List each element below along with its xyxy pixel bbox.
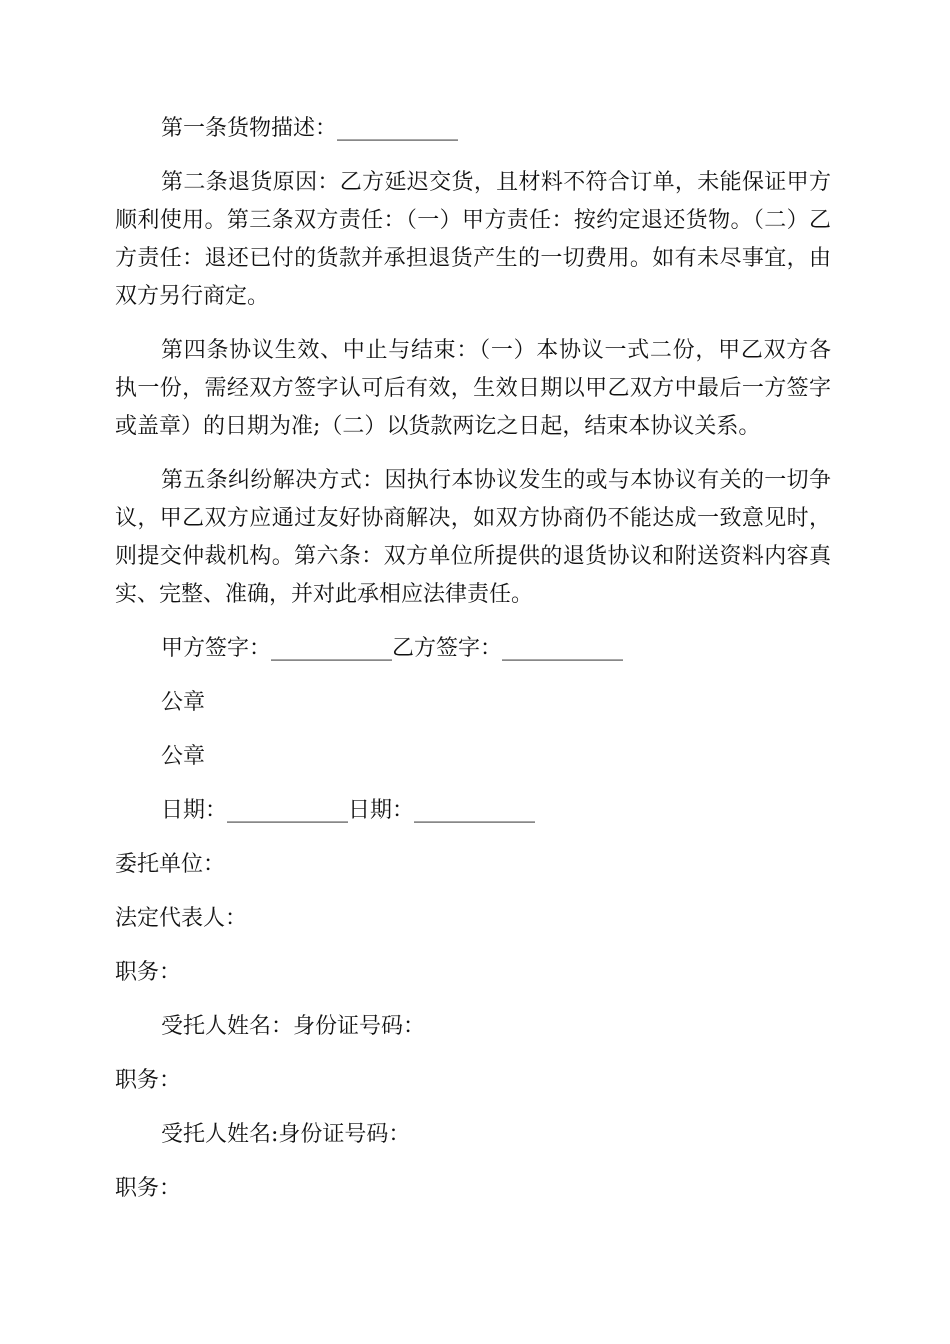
position-2: 职务： <box>115 1068 182 1093</box>
trustee-name-id-2: 受托人姓名:身份证号码： <box>161 1122 411 1147</box>
trustee-name-id-1: 受托人姓名：身份证号码： <box>161 1014 426 1039</box>
legal-representative: 法定代表人： <box>115 906 248 931</box>
seal-party-b: 公章 <box>161 744 206 769</box>
seal-party-a: 公章 <box>161 690 206 715</box>
signature-line: 甲方签字：___________乙方签字：___________ <box>161 636 624 661</box>
date-line: 日期：___________日期：___________ <box>161 798 536 823</box>
position-1: 职务： <box>115 960 182 985</box>
article-1-goods-description: 第一条货物描述：___________ <box>161 116 459 141</box>
document-body <box>115 110 831 1224</box>
article-2-return-reason: 第二条退货原因：乙方延迟交货，且材料不符合订单，未能保证甲方顺利使用。第三条双方责任：（一）甲方责任：按约定退还货物。（二）乙方责任：退还已付的货款并承担退货产生的一切费用。如有未尽事宜，由双方另行商定。 <box>115 170 831 309</box>
article-5-dispute-resolution: 第五条纠纷解决方式：因执行本协议发生的或与本协议有关的一切争议，甲乙双方应通过友好协商解决，如双方协商仍不能达成一致意见时，则提交仲裁机构。第六条：双方单位所提供的退货协议和附送资料内容真实、完整、准确，并对此承相应法律责任。 <box>115 468 831 607</box>
article-4-effect-termination: 第四条协议生效、中止与结束：（一）本协议一式二份，甲乙双方各执一份，需经双方签字认可后有效，生效日期以甲乙双方中最后一方签字或盖章）的日期为准;（二）以货款两讫之日起，结束本协议关系。 <box>115 338 831 439</box>
position-3: 职务： <box>115 1176 182 1201</box>
entrusting-unit: 委托单位： <box>115 852 226 877</box>
